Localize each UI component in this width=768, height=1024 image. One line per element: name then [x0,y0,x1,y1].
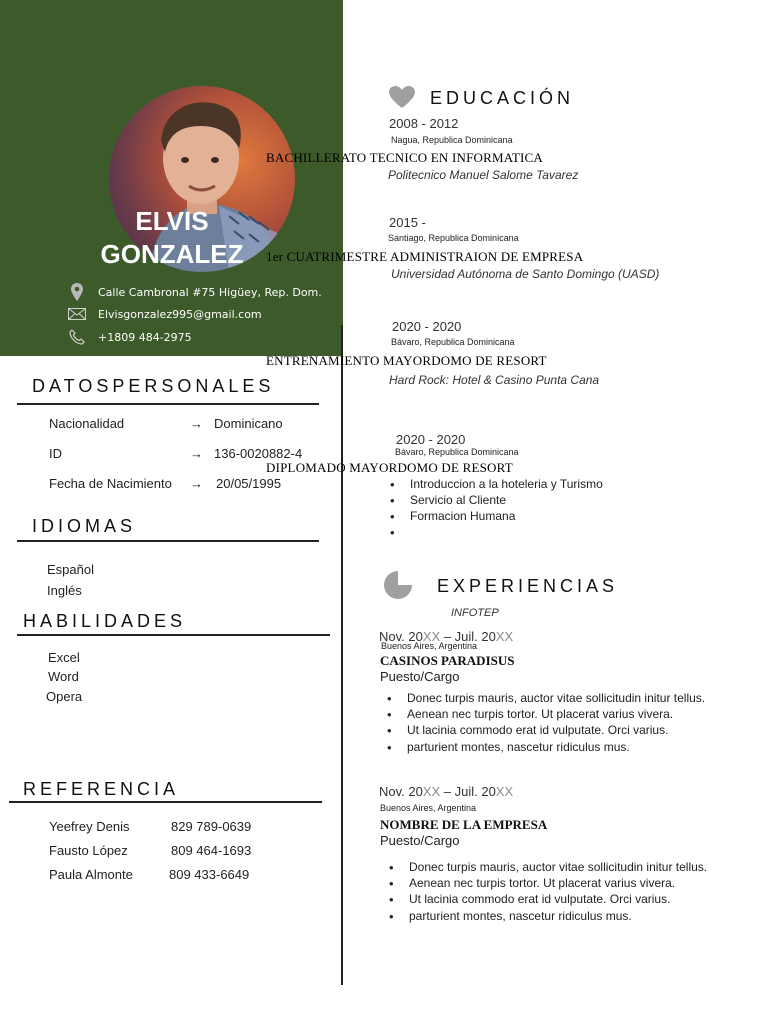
job-bullet: • Aenean nec turpis tortor. Ut placerat varius vivera. [409,876,675,890]
job-place: Buenos Aires, Argentina [380,803,477,813]
edu-place: Nagua, Republica Dominicana [391,135,513,145]
referencia-name: Paula Almonte [49,867,133,882]
referencia-rule [9,801,322,803]
phone-text: +1809 484-2975 [98,330,192,344]
habilidad-item: Excel [48,650,80,665]
idioma-item: Español [47,562,94,577]
habilidad-item: Word [48,669,79,684]
datos-personales-title: DATOSPERSONALES [32,376,275,396]
edu-date: 2020 - 2020 [396,432,466,447]
address-text: Calle Cambronal #75 Higüey, Rep. Dom. [98,285,322,299]
datos-value-nacimiento: 20/05/1995 [216,476,282,491]
first-name: ELVIS [135,206,209,236]
referencia-name: Yeefrey Denis [49,819,130,834]
referencia-phone: 829 789-0639 [171,819,252,834]
edu-degree: DIPLOMADO MAYORDOMO DE RESORT [266,460,513,475]
arrow-icon: → [190,446,203,461]
job-bullet: • parturient montes, nascetur ridiculus mus. [407,740,630,754]
edu-institution: Hard Rock: Hotel & Casino Punta Cana [389,373,600,387]
edu-date: 2015 - [389,215,426,230]
edu-place: Santiago, Republica Dominicana [388,233,519,243]
edu-degree: ENTRENAMIENTO MAYORDOMO DE RESORT [266,353,547,368]
job-bullet: • parturient montes, nascetur ridiculus mus. [409,909,632,923]
edu-date: 2020 - 2020 [392,319,462,334]
job-bullet: • Aenean nec turpis tortor. Ut placerat varius vivera. [407,707,673,721]
idiomas-rule [17,540,319,542]
job-date: Nov. 20XX – Juil. 20XX [379,629,514,644]
pie-chart-icon [383,569,415,603]
idioma-item: Inglés [47,583,82,598]
phone-icon [66,329,88,345]
envelope-icon [66,308,88,320]
contact-phone [66,326,336,348]
datos-rule [17,403,319,405]
experiencias-title: EXPERIENCIAS [437,576,619,596]
edu-bullet: • Formacion Humana [410,509,515,523]
heart-icon [389,86,415,113]
idiomas-title: IDIOMAS [32,516,137,536]
edu-bullet: • Servicio al Cliente [410,493,506,507]
habilidades-rule [17,634,330,636]
job-bullet: • Ut lacinia commodo erat id vulputate. Orci varius. [407,723,668,737]
job-role: Puesto/Cargo [380,669,460,684]
edu-institution: Politecnico Manuel Salome Tavarez [388,168,579,182]
location-pin-icon [66,283,88,301]
datos-label-id: ID [49,446,62,461]
datos-value-nacionalidad: Dominicano [214,416,283,431]
email-link[interactable]: Elvisgonzalez995@gmail.com [98,307,262,321]
datos-label-nacionalidad: Nacionalidad [49,416,125,431]
job-bullet: • Ut lacinia commodo erat id vulputate. Orci varius. [409,892,670,906]
job-company: CASINOS PARADISUS [380,653,515,668]
job-bullet: • Donec turpis mauris, auctor vitae sollicitudin initur tellus. [409,860,707,874]
habilidades-title: HABILIDADES [23,611,187,631]
edu-place: Bávaro, Republica Dominicana [395,447,519,457]
educacion-title: EDUCACIÓN [430,88,575,108]
referencia-title: REFERENCIA [23,779,180,799]
job-date: Nov. 20XX – Juil. 20XX [379,784,514,799]
referencia-name: Fausto López [49,843,128,858]
edu-degree: 1er CUATRIMESTRE ADMINISTRAION DE EMPRESA [266,249,584,264]
job-role: Puesto/Cargo [380,833,460,848]
contact-email [66,303,336,325]
datos-label-nacimiento: Fecha de Nacimiento [49,476,172,491]
edu-bullet: • Introduccion a la hoteleria y Turismo [410,477,603,491]
arrow-icon: → [190,416,203,431]
referencia-phone: 809 464-1693 [171,843,252,858]
edu-institution: Universidad Autónoma de Santo Domingo (UASD) [391,267,660,281]
arrow-icon: → [190,476,203,491]
datos-value-id: 136-0020882-4 [214,446,303,461]
job-bullet: • Donec turpis mauris, auctor vitae sollicitudin initur tellus. [407,691,705,705]
job-company: NOMBRE DE LA EMPRESA [380,817,548,832]
referencia-phone: 809 433-6649 [169,867,250,882]
contact-address [66,281,336,303]
column-divider [341,325,343,985]
edu-degree: BACHILLERATO TECNICO EN INFORMATICA [266,150,543,165]
full-name [60,205,284,271]
edu-place: Bávaro, Republica Dominicana [391,337,515,347]
job-place: Buenos Aires, Argentina [381,641,478,651]
edu-date: 2008 - 2012 [389,116,459,131]
habilidad-item: Opera [46,689,83,704]
experiencias-subtitle: INFOTEP [451,607,499,619]
last-name: GONZALEZ [100,239,244,269]
